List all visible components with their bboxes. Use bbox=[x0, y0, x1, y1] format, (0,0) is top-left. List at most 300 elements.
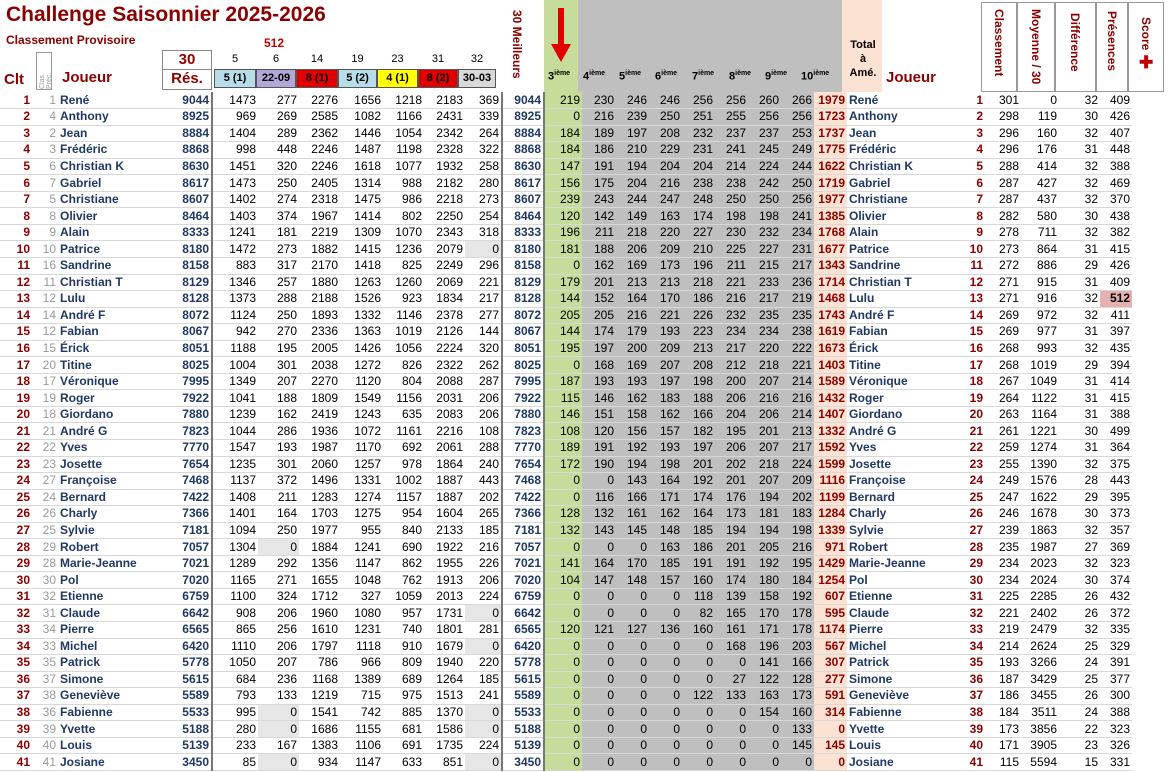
rank9-cell: 207 bbox=[748, 439, 781, 456]
week-7-cell: 288 bbox=[465, 439, 502, 456]
total-cell: 307 bbox=[814, 655, 847, 672]
rank6-cell: 164 bbox=[649, 473, 682, 490]
best30-cell: 5188 bbox=[502, 721, 544, 738]
rank8-cell: 204 bbox=[715, 406, 748, 423]
week-1-cell: 883 bbox=[212, 257, 258, 274]
score-cell: 377 bbox=[1100, 671, 1132, 688]
rank9-cell: 232 bbox=[748, 224, 781, 241]
player-name: Frédéric bbox=[58, 142, 162, 159]
rank7-cell: 248 bbox=[682, 191, 715, 208]
rank3-cell: 132 bbox=[544, 522, 582, 539]
rank6-cell: 0 bbox=[649, 754, 682, 771]
rank10-cell: 128 bbox=[781, 671, 814, 688]
week-7-cell: 220 bbox=[465, 655, 502, 672]
prec-cell: 33 bbox=[32, 638, 58, 655]
week-7-cell: 258 bbox=[465, 158, 502, 175]
score-cell: 395 bbox=[1100, 489, 1132, 506]
week-5-cell: 862 bbox=[383, 555, 424, 572]
rank4-cell: 0 bbox=[582, 704, 616, 721]
table-row bbox=[0, 754, 1168, 771]
week-3-cell: 1893 bbox=[299, 307, 340, 324]
week-6-cell: 1801 bbox=[424, 622, 465, 639]
rank7-cell: 118 bbox=[682, 588, 715, 605]
rank8-cell: 202 bbox=[715, 456, 748, 473]
rank7-cell: 0 bbox=[682, 655, 715, 672]
rank4-cell: 175 bbox=[582, 175, 616, 192]
score-cell: 426 bbox=[1100, 109, 1132, 126]
score-cell: 335 bbox=[1100, 622, 1132, 639]
presences-header: Présences bbox=[1105, 11, 1119, 72]
best30-cell: 8128 bbox=[502, 291, 544, 308]
res-cell: 9044 bbox=[162, 92, 212, 109]
rank8-cell: 241 bbox=[715, 142, 748, 159]
week-1-cell: 233 bbox=[212, 737, 258, 754]
rank7-cell: 186 bbox=[682, 291, 715, 308]
week-3-cell: 1655 bbox=[299, 572, 340, 589]
week-2-cell: 193 bbox=[258, 439, 299, 456]
rank7-cell: 164 bbox=[682, 506, 715, 523]
rank10-cell: 203 bbox=[781, 638, 814, 655]
week-7-cell: 240 bbox=[465, 456, 502, 473]
week-3-cell: 2585 bbox=[299, 109, 340, 126]
player-name: Patrick bbox=[58, 655, 162, 672]
rank6-cell: 209 bbox=[649, 340, 682, 357]
moyenne-cell: 247 bbox=[985, 489, 1021, 506]
rank7-cell: 0 bbox=[682, 754, 715, 771]
score-cell: 329 bbox=[1100, 638, 1132, 655]
week-label: 22-09 bbox=[256, 69, 296, 88]
rank5-cell: 218 bbox=[616, 224, 649, 241]
week-1-cell: 1050 bbox=[212, 655, 258, 672]
week-6-cell: 1864 bbox=[424, 456, 465, 473]
rank10-cell: 217 bbox=[781, 439, 814, 456]
table-row bbox=[0, 588, 1168, 605]
week-5-cell: 689 bbox=[383, 671, 424, 688]
rank8-cell: 255 bbox=[715, 109, 748, 126]
presences-cell: 32 bbox=[1059, 158, 1100, 175]
week-5-cell: 885 bbox=[383, 704, 424, 721]
table-row bbox=[0, 671, 1168, 688]
moyenne-cell: 259 bbox=[985, 439, 1021, 456]
player-name: Etienne bbox=[58, 588, 162, 605]
rank7-cell: 0 bbox=[682, 721, 715, 738]
week-5-cell: 635 bbox=[383, 406, 424, 423]
total-cell: 277 bbox=[814, 671, 847, 688]
moyenne-cell: 261 bbox=[985, 423, 1021, 440]
res-cell: 8333 bbox=[162, 224, 212, 241]
week-4-cell: 1263 bbox=[340, 274, 383, 291]
player-name-2: Anthony bbox=[849, 109, 898, 124]
classement-header: Classement bbox=[992, 9, 1006, 77]
best30-cell: 5139 bbox=[502, 737, 544, 754]
total-cell: 1199 bbox=[814, 489, 847, 506]
rank10-cell: 133 bbox=[781, 721, 814, 738]
player-name-2: Françoise bbox=[849, 473, 906, 488]
moyenne-cell: 267 bbox=[985, 373, 1021, 390]
week-2-cell: 207 bbox=[258, 655, 299, 672]
total-cell: 1599 bbox=[814, 456, 847, 473]
player-name: Pierre bbox=[58, 622, 162, 639]
difference-cell: 2402 bbox=[1021, 605, 1059, 622]
rank10-cell: 0 bbox=[781, 754, 814, 771]
week-2-cell: 236 bbox=[258, 671, 299, 688]
week-3-cell: 1703 bbox=[299, 506, 340, 523]
presences-cell: 23 bbox=[1059, 737, 1100, 754]
best30-cell: 7020 bbox=[502, 572, 544, 589]
week-5-cell: 923 bbox=[383, 291, 424, 308]
difference-cell: 864 bbox=[1021, 241, 1059, 258]
best30-cell: 5589 bbox=[502, 688, 544, 705]
week-3-cell: 1977 bbox=[299, 522, 340, 539]
rank3-cell: 0 bbox=[544, 704, 582, 721]
player-name: Christian K bbox=[58, 158, 162, 175]
rank6-cell: 136 bbox=[649, 622, 682, 639]
score-cell: 388 bbox=[1100, 704, 1132, 721]
rank8-cell: 168 bbox=[715, 638, 748, 655]
rank9-cell: 224 bbox=[748, 158, 781, 175]
presences-cell: 26 bbox=[1059, 605, 1100, 622]
week-5-cell: 954 bbox=[383, 506, 424, 523]
rank-label-suffix: ième bbox=[625, 70, 642, 77]
classement-cell: 34 bbox=[887, 638, 985, 655]
res-header: Rés. bbox=[162, 69, 212, 90]
difference-cell: 3429 bbox=[1021, 671, 1059, 688]
moyenne-cell: 225 bbox=[985, 588, 1021, 605]
total-header: Total à Amé. bbox=[849, 39, 877, 79]
week-4-cell: 1257 bbox=[340, 456, 383, 473]
clt-cell: 19 bbox=[0, 390, 32, 407]
clt-cell: 2 bbox=[0, 109, 32, 126]
rank10-cell: 256 bbox=[781, 191, 814, 208]
difference-cell: 1863 bbox=[1021, 522, 1059, 539]
player-name-2: Pol bbox=[847, 572, 887, 589]
prec-cell: 38 bbox=[32, 688, 58, 705]
best30-cell: 7422 bbox=[502, 489, 544, 506]
week-1-cell: 969 bbox=[212, 109, 258, 126]
total-cell: 1407 bbox=[814, 406, 847, 423]
week-4-cell: 1314 bbox=[340, 175, 383, 192]
rank9-cell: 0 bbox=[748, 737, 781, 754]
rank6-cell: 170 bbox=[649, 291, 682, 308]
week-2-cell: 250 bbox=[258, 522, 299, 539]
moyenne-cell: 187 bbox=[985, 671, 1021, 688]
week-6-cell: 2133 bbox=[424, 522, 465, 539]
rank4-cell: 132 bbox=[582, 506, 616, 523]
player-name-2: Alain bbox=[847, 224, 887, 241]
table-row bbox=[0, 142, 1168, 159]
rank4-cell: 230 bbox=[582, 92, 616, 109]
rank8-cell: 216 bbox=[715, 291, 748, 308]
week-2-cell: 211 bbox=[258, 489, 299, 506]
clt-cell: 1 bbox=[0, 92, 32, 109]
classement-cell: 10 bbox=[887, 241, 985, 258]
week-5-cell: 825 bbox=[383, 257, 424, 274]
rank6-cell: 185 bbox=[649, 555, 682, 572]
rank8-cell: 212 bbox=[715, 357, 748, 374]
classement-cell: 19 bbox=[887, 390, 985, 407]
res-cell: 6420 bbox=[162, 638, 212, 655]
week-1-cell: 1239 bbox=[212, 406, 258, 423]
week-number: 6 bbox=[272, 53, 280, 65]
rank-label bbox=[583, 70, 605, 83]
res-cell: 8617 bbox=[162, 175, 212, 192]
player-name: Lulu bbox=[58, 291, 162, 308]
week-number: 5 bbox=[231, 53, 239, 65]
rank6-cell: 0 bbox=[649, 605, 682, 622]
week-1-cell: 1165 bbox=[212, 572, 258, 589]
rank-label bbox=[655, 70, 677, 83]
week-6-cell: 2013 bbox=[424, 588, 465, 605]
clt-cell: 15 bbox=[0, 324, 32, 341]
difference-cell: 427 bbox=[1021, 175, 1059, 192]
classement-cell: 33 bbox=[887, 622, 985, 639]
table-row bbox=[0, 456, 1168, 473]
rank4-cell: 0 bbox=[582, 721, 616, 738]
table-row bbox=[0, 638, 1168, 655]
week-4-cell: 1309 bbox=[340, 224, 383, 241]
clt-cell: 8 bbox=[0, 208, 32, 225]
week-3-cell: 1967 bbox=[299, 208, 340, 225]
rank-label bbox=[801, 70, 829, 83]
difference-cell: 1576 bbox=[1021, 473, 1059, 490]
rank7-cell: 208 bbox=[682, 357, 715, 374]
difference-cell: 5594 bbox=[1021, 754, 1059, 771]
rank-label-number: 9 bbox=[765, 70, 772, 83]
total-cell: 1677 bbox=[814, 241, 847, 258]
clt-cell: 20 bbox=[0, 406, 32, 423]
week-4-cell: 1170 bbox=[340, 439, 383, 456]
player-name: Titine bbox=[58, 357, 162, 374]
player-name-2: Fabian bbox=[849, 324, 888, 339]
rank3-cell: 0 bbox=[544, 754, 582, 771]
clt-cell: 25 bbox=[0, 489, 32, 506]
week-1-cell: 998 bbox=[212, 142, 258, 159]
week-1-cell: 1404 bbox=[212, 125, 258, 142]
rank9-cell: 205 bbox=[748, 539, 781, 556]
week-5-cell: 1161 bbox=[383, 423, 424, 440]
score-cell: 435 bbox=[1100, 340, 1132, 357]
player-name-2: Charly bbox=[849, 506, 887, 521]
rank4-cell: 0 bbox=[582, 588, 616, 605]
prec-cell: 11 bbox=[32, 274, 58, 291]
week-1-cell: 1094 bbox=[212, 522, 258, 539]
week-5-cell: 1002 bbox=[383, 473, 424, 490]
rank4-cell: 147 bbox=[582, 572, 616, 589]
player-name: André G bbox=[58, 423, 162, 440]
rank5-cell: 0 bbox=[616, 588, 649, 605]
week-2-cell: 269 bbox=[258, 109, 299, 126]
res-cell: 7020 bbox=[162, 572, 212, 589]
rank5-cell: 192 bbox=[616, 439, 649, 456]
week-3-cell: 2318 bbox=[299, 191, 340, 208]
rank8-cell: 214 bbox=[715, 158, 748, 175]
rank-label bbox=[729, 70, 751, 83]
rank6-cell: 0 bbox=[649, 655, 682, 672]
week-number: 23 bbox=[391, 53, 404, 65]
week-7-cell: 185 bbox=[465, 522, 502, 539]
moyenne-cell: 296 bbox=[985, 125, 1021, 142]
rank10-cell: 214 bbox=[781, 406, 814, 423]
rank6-cell: 221 bbox=[649, 307, 682, 324]
classement-cell: 37 bbox=[887, 688, 985, 705]
rank-label-suffix: ième bbox=[661, 70, 678, 77]
week-6-cell: 1370 bbox=[424, 704, 465, 721]
rank8-cell: 0 bbox=[715, 721, 748, 738]
week-2-cell: 448 bbox=[258, 142, 299, 159]
week-7-cell: 339 bbox=[465, 109, 502, 126]
rank8-cell: 133 bbox=[715, 688, 748, 705]
week-4-cell: 1426 bbox=[340, 340, 383, 357]
rank9-cell: 196 bbox=[748, 638, 781, 655]
difference-header-box bbox=[1055, 2, 1096, 92]
week-3-cell: 1884 bbox=[299, 539, 340, 556]
total-cell: 1468 bbox=[814, 291, 847, 308]
best30-cell: 8630 bbox=[502, 158, 544, 175]
score-cell: 414 bbox=[1100, 373, 1132, 390]
classement-cell: 11 bbox=[887, 257, 985, 274]
week-1-cell: 1137 bbox=[212, 473, 258, 490]
score-cell: 391 bbox=[1100, 655, 1132, 672]
week-3-cell: 2188 bbox=[299, 291, 340, 308]
rank5-cell: 0 bbox=[616, 671, 649, 688]
best30-cell: 9044 bbox=[502, 92, 544, 109]
prec-cell: 14 bbox=[32, 307, 58, 324]
week-3-cell: 2038 bbox=[299, 357, 340, 374]
rank7-cell: 0 bbox=[682, 671, 715, 688]
res-cell: 8072 bbox=[162, 307, 212, 324]
presences-cell: 32 bbox=[1059, 456, 1100, 473]
week-5-cell: 1166 bbox=[383, 109, 424, 126]
rank5-cell: 0 bbox=[616, 605, 649, 622]
week-2-cell: 372 bbox=[258, 473, 299, 490]
rank6-cell: 216 bbox=[649, 175, 682, 192]
best30-cell: 5533 bbox=[502, 704, 544, 721]
rank6-cell: 183 bbox=[649, 390, 682, 407]
week-1-cell: 1100 bbox=[212, 588, 258, 605]
moyenne-cell: 255 bbox=[985, 456, 1021, 473]
difference-cell: 3856 bbox=[1021, 721, 1059, 738]
res-cell: 8607 bbox=[162, 191, 212, 208]
prec-cell: 34 bbox=[32, 622, 58, 639]
rank4-cell: 216 bbox=[582, 109, 616, 126]
week-5-cell: 762 bbox=[383, 572, 424, 589]
rank5-cell: 156 bbox=[616, 423, 649, 440]
presences-cell: 32 bbox=[1059, 224, 1100, 241]
res-top-header: 30 bbox=[162, 50, 212, 70]
rank4-cell: 205 bbox=[582, 307, 616, 324]
week-3-cell: 2270 bbox=[299, 373, 340, 390]
rank3-cell: 205 bbox=[544, 307, 582, 324]
week-4-cell: 1274 bbox=[340, 489, 383, 506]
week-7-cell: 206 bbox=[465, 572, 502, 589]
rank7-cell: 82 bbox=[682, 605, 715, 622]
player-name: Claude bbox=[58, 605, 162, 622]
week-2-cell: 250 bbox=[258, 175, 299, 192]
week-5-cell: 1070 bbox=[383, 224, 424, 241]
week-4-cell: 1487 bbox=[340, 142, 383, 159]
rank9-cell: 245 bbox=[748, 142, 781, 159]
presences-cell: 31 bbox=[1059, 324, 1100, 341]
rank4-cell: 197 bbox=[582, 340, 616, 357]
rank7-cell: 0 bbox=[682, 737, 715, 754]
classement-cell: 39 bbox=[887, 721, 985, 738]
total-cell: 1723 bbox=[814, 109, 847, 126]
moyenne-cell: 271 bbox=[985, 291, 1021, 308]
rank4-cell: 191 bbox=[582, 439, 616, 456]
rank10-cell: 145 bbox=[781, 737, 814, 754]
best30-cell: 7468 bbox=[502, 473, 544, 490]
week-7-cell: 369 bbox=[465, 92, 502, 109]
rank9-cell: 163 bbox=[748, 688, 781, 705]
res-cell: 7422 bbox=[162, 489, 212, 506]
rank10-cell: 192 bbox=[781, 588, 814, 605]
presences-cell: 32 bbox=[1059, 307, 1100, 324]
table-row bbox=[0, 737, 1168, 754]
difference-cell: 2023 bbox=[1021, 555, 1059, 572]
total-cell: 145 bbox=[814, 737, 847, 754]
week-2-cell: 206 bbox=[258, 638, 299, 655]
total-cell: 314 bbox=[814, 704, 847, 721]
week-4-cell: 1147 bbox=[340, 555, 383, 572]
week-label: 5 (2) bbox=[338, 69, 377, 88]
rank9-cell: 217 bbox=[748, 291, 781, 308]
week-1-cell: 280 bbox=[212, 721, 258, 738]
week-5-cell: 1056 bbox=[383, 340, 424, 357]
rank4-cell: 0 bbox=[582, 539, 616, 556]
week-7-cell: 185 bbox=[465, 671, 502, 688]
rank8-cell: 230 bbox=[715, 224, 748, 241]
rank6-cell: 171 bbox=[649, 489, 682, 506]
week-7-cell: 0 bbox=[465, 721, 502, 738]
rank4-cell: 0 bbox=[582, 638, 616, 655]
week-6-cell: 2061 bbox=[424, 439, 465, 456]
total-cell: 1737 bbox=[814, 125, 847, 142]
week-3-cell: 786 bbox=[299, 655, 340, 672]
rank5-cell: 0 bbox=[616, 655, 649, 672]
rank3-cell: 189 bbox=[544, 439, 582, 456]
rank3-cell: 172 bbox=[544, 456, 582, 473]
rank9-cell: 207 bbox=[748, 473, 781, 490]
res-cell: 8884 bbox=[162, 125, 212, 142]
clt-cell: 34 bbox=[0, 638, 32, 655]
week-4-cell: 1231 bbox=[340, 622, 383, 639]
best30-cell: 7922 bbox=[502, 390, 544, 407]
best30-cell: 7366 bbox=[502, 506, 544, 523]
player-name-2: Roger bbox=[847, 390, 887, 407]
week-2-cell: 0 bbox=[258, 721, 299, 738]
rank6-cell: 0 bbox=[649, 688, 682, 705]
rank6-cell: 0 bbox=[649, 704, 682, 721]
player-name-2: Pierre bbox=[847, 622, 887, 639]
rank8-cell: 173 bbox=[715, 506, 748, 523]
player-name-2: Patrice bbox=[849, 241, 890, 256]
classement-cell: 3 bbox=[887, 125, 985, 142]
score-cell: 375 bbox=[1100, 456, 1132, 473]
best30-cell: 8617 bbox=[502, 175, 544, 192]
rank7-cell: 210 bbox=[682, 241, 715, 258]
player-name-2: Olivier bbox=[849, 208, 887, 223]
week-6-cell: 1940 bbox=[424, 655, 465, 672]
presences-cell: 31 bbox=[1059, 439, 1100, 456]
table-row bbox=[0, 622, 1168, 639]
best30-cell: 8868 bbox=[502, 142, 544, 159]
week-2-cell: 289 bbox=[258, 125, 299, 142]
rank3-cell: 0 bbox=[544, 588, 582, 605]
prec-cell: 28 bbox=[32, 555, 58, 572]
res-cell: 8129 bbox=[162, 274, 212, 291]
rank8-cell: 206 bbox=[715, 439, 748, 456]
clt-cell: 12 bbox=[0, 274, 32, 291]
